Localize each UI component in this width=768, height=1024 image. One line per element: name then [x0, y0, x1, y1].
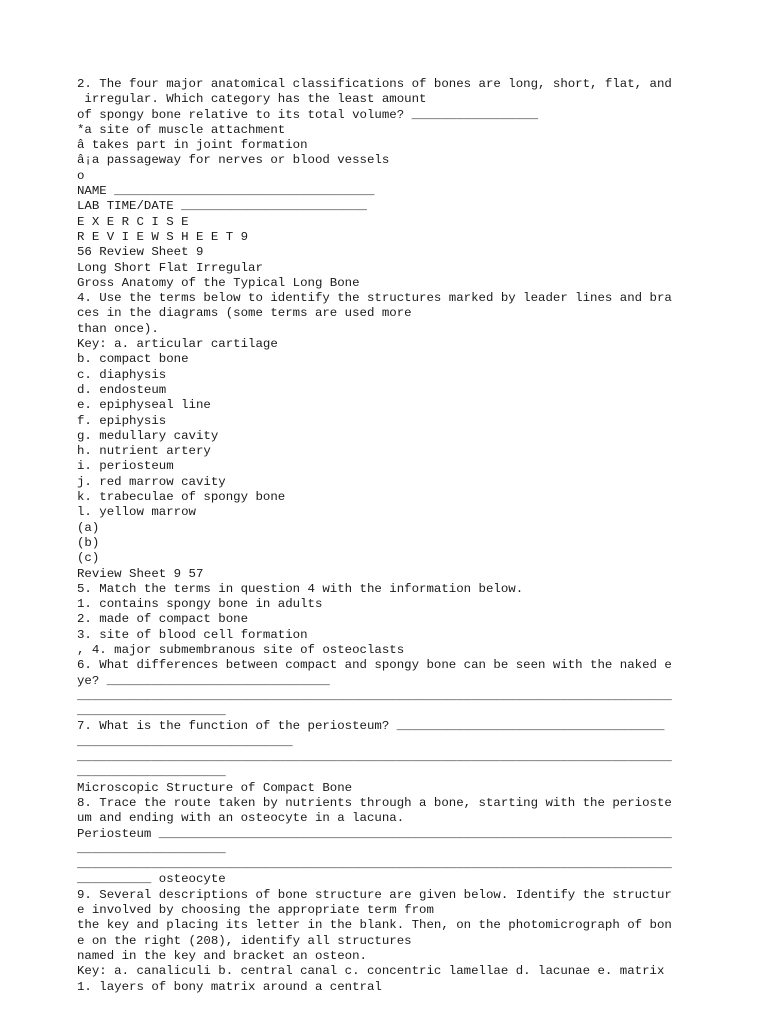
document-line: 9. Several descriptions of bone structure are given below. Identify the structur: [77, 887, 672, 902]
document-line: e on the right (208), identify all structures: [77, 933, 412, 948]
document-line: ________________________________________________________________________________: [77, 750, 672, 765]
document-line: e involved by choosing the appropriate term from: [77, 903, 434, 918]
document-line: (a): [77, 520, 100, 535]
document-line: than once).: [77, 321, 159, 336]
document-line: â¡a passageway for nerves or blood vessels: [77, 153, 390, 168]
document-line: 7. What is the function of the periosteum? ____________________________________: [77, 719, 665, 734]
document-line: f. epiphysis: [77, 413, 167, 428]
document-line: Periosteum _____________________________________________________________________: [77, 826, 672, 841]
document-line: g. medullary cavity: [77, 428, 219, 443]
document-line: named in the key and bracket an osteon.: [77, 948, 367, 963]
document-line: Key: a. canaliculi b. central canal c. concentric lamellae d. lacunae e. matrix: [77, 964, 665, 979]
document-line: ____________________: [77, 704, 226, 719]
document-line: b. compact bone: [77, 352, 189, 367]
document-line: ces in the diagrams (some terms are used more: [77, 306, 412, 321]
document-line: 8. Trace the route taken by nutrients through a bone, starting with the perioste: [77, 795, 672, 810]
document-line: l. yellow marrow: [77, 505, 196, 520]
document-line: Key: a. articular cartilage: [77, 337, 278, 352]
document-line: 3. site of blood cell formation: [77, 627, 308, 642]
document-line: j. red marrow cavity: [77, 474, 226, 489]
document-line: o: [77, 168, 85, 183]
document-line: *a site of muscle attachment: [77, 122, 286, 137]
document-line: Long Short Flat Irregular: [77, 260, 263, 275]
document-line: the key and placing its letter in the blank. Then, on the photomicrograph of bon: [77, 918, 672, 933]
document-line: _____________________________: [77, 734, 293, 749]
document-line: ____________________: [77, 765, 226, 780]
document-line: ____________________: [77, 841, 226, 856]
document-line: 4. Use the terms below to identify the structures marked by leader lines and bra: [77, 291, 672, 306]
document-line: 1. contains spongy bone in adults: [77, 597, 323, 612]
document-line: R E V I E W S H E E T 9: [77, 229, 249, 244]
document-line: 2. The four major anatomical classifications of bones are long, short, flat, and: [77, 77, 672, 91]
document-line: ________________________________________________________________________________: [77, 857, 672, 872]
document-line: (b): [77, 535, 100, 550]
document-line: (c): [77, 551, 100, 566]
document-line: ye? ______________________________: [77, 673, 330, 688]
document-line: 6. What differences between compact and spongy bone can be seen with the naked e: [77, 658, 672, 673]
document-line: E X E R C I S E: [77, 214, 189, 229]
document-line: e. epiphyseal line: [77, 398, 211, 413]
document-line: h. nutrient artery: [77, 444, 211, 459]
document-line: i. periosteum: [77, 459, 174, 474]
document-line: c. diaphysis: [77, 367, 167, 382]
document-line: of spongy bone relative to its total volume? _________________: [77, 107, 539, 122]
document-line: , 4. major submembranous site of osteoclasts: [77, 642, 405, 657]
document-line: â takes part in joint formation: [77, 138, 308, 153]
document-line: 5. Match the terms in question 4 with the information below.: [77, 581, 524, 596]
document-line: NAME ___________________________________: [77, 184, 375, 199]
document-line: d. endosteum: [77, 382, 167, 397]
document-line: Review Sheet 9 57: [77, 566, 204, 581]
document-line: ________________________________________________________________________________: [77, 688, 672, 703]
document-line: 2. made of compact bone: [77, 612, 249, 627]
document-line: 56 Review Sheet 9: [77, 245, 204, 260]
document-line: __________ osteocyte: [77, 872, 226, 887]
document-line: irregular. Which category has the least amount: [77, 92, 427, 107]
document-line: LAB TIME/DATE _________________________: [77, 199, 367, 214]
document-line: Microscopic Structure of Compact Bone: [77, 780, 353, 795]
document-line: 1. layers of bony matrix around a central: [77, 979, 382, 994]
document-line: um and ending with an osteocyte in a lacuna.: [77, 811, 405, 826]
document-line: Gross Anatomy of the Typical Long Bone: [77, 275, 360, 290]
review-sheet-page: [77, 77, 691, 995]
document-line: k. trabeculae of spongy bone: [77, 490, 286, 505]
